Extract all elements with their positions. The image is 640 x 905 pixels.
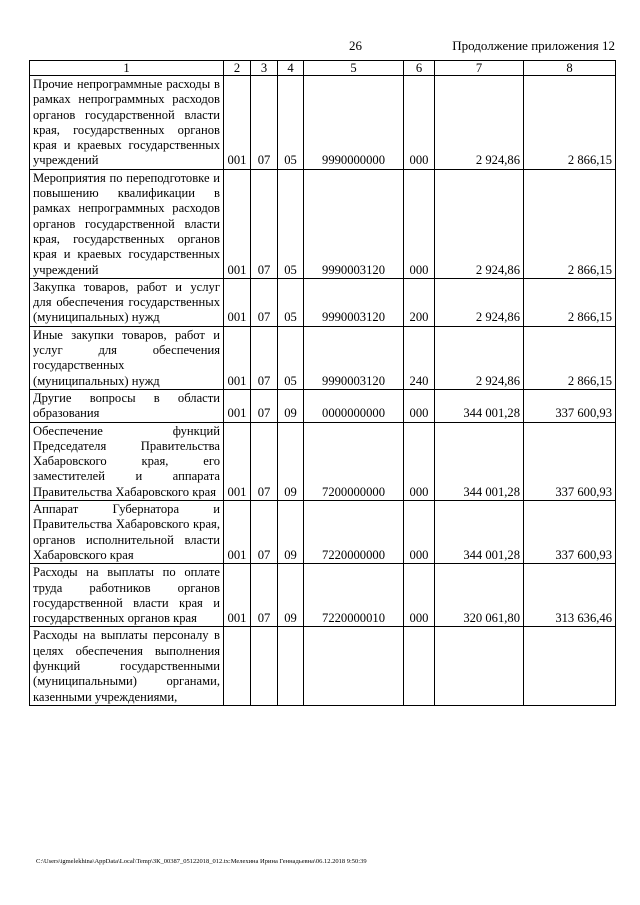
section-code: 07 [251, 169, 278, 278]
column-header: 2 [224, 61, 251, 76]
target-article-code: 7220000000 [304, 501, 404, 564]
subsection-code: 05 [278, 278, 304, 326]
expense-type-code: 000 [404, 169, 435, 278]
expense-type-code: 000 [404, 501, 435, 564]
ministry-code: 001 [224, 389, 251, 422]
amount-2019: 2 924,86 [435, 326, 524, 389]
file-path-footer: C:\Users\igmelekhina\AppData\Local\Temp\ЗК_00387_05122018_012.tx:Мелехина Ирина Геннадьевна\06.12.2018 9:50:39 [36, 858, 367, 865]
table-header-row [30, 61, 616, 76]
section-code: 07 [251, 422, 278, 500]
table-row [30, 501, 616, 564]
ministry-code: 001 [224, 422, 251, 500]
amount-2019: 344 001,28 [435, 422, 524, 500]
expense-type-code: 240 [404, 326, 435, 389]
amount-2020: 2 866,15 [524, 326, 616, 389]
subsection-code: 05 [278, 76, 304, 170]
expense-type-code: 000 [404, 422, 435, 500]
subsection-code: 09 [278, 501, 304, 564]
table-row [30, 326, 616, 389]
ministry-code [224, 627, 251, 705]
section-code: 07 [251, 326, 278, 389]
section-code: 07 [251, 501, 278, 564]
expense-type-code: 000 [404, 76, 435, 170]
table-row [30, 278, 616, 326]
section-code: 07 [251, 564, 278, 627]
row-description: Расходы на выплаты персоналу в целях обеспечения выполнения функций государственными (муниципальными) органами, казенными учреждениями, [30, 627, 224, 705]
column-header: 5 [304, 61, 404, 76]
target-article-code: 9990003120 [304, 326, 404, 389]
amount-2020: 2 866,15 [524, 76, 616, 170]
row-description: Аппарат Губернатора и Правительства Хабаровского края, органов исполнительной власти Хабаровского края [30, 501, 224, 564]
amount-2019 [435, 627, 524, 705]
target-article-code [304, 627, 404, 705]
amount-2019: 344 001,28 [435, 501, 524, 564]
expense-type-code [404, 627, 435, 705]
ministry-code: 001 [224, 501, 251, 564]
row-description: Прочие непрограммные расходы в рамках непрограммных расходов органов государственной власти края, государственных органов края и краевых государственных учреждений [30, 76, 224, 170]
amount-2019: 344 001,28 [435, 389, 524, 422]
column-header: 7 [435, 61, 524, 76]
amount-2020 [524, 627, 616, 705]
row-description: Расходы на выплаты по оплате труда работников органов государственной власти края и государственных органов края [30, 564, 224, 627]
continuation-title: Продолжение приложения 12 [452, 38, 615, 53]
amount-2020: 337 600,93 [524, 422, 616, 500]
column-header: 1 [30, 61, 224, 76]
amount-2019: 320 061,80 [435, 564, 524, 627]
amount-2020: 2 866,15 [524, 169, 616, 278]
table-row [30, 389, 616, 422]
budget-table [29, 60, 616, 706]
amount-2020: 2 866,15 [524, 278, 616, 326]
expense-type-code: 000 [404, 389, 435, 422]
subsection-code: 09 [278, 422, 304, 500]
row-description: Мероприятия по переподготовке и повышению квалификации в рамках непрограммных расходов органов государственной власти края, государственных органов края и краевых государственных учреждений [30, 169, 224, 278]
ministry-code: 001 [224, 564, 251, 627]
table-row [30, 169, 616, 278]
row-description: Иные закупки товаров, работ и услуг для обеспечения государственных (муниципальных) нужд [30, 326, 224, 389]
column-header: 3 [251, 61, 278, 76]
page-number: 26 [349, 38, 362, 53]
ministry-code: 001 [224, 169, 251, 278]
table-row [30, 76, 616, 170]
target-article-code: 7200000000 [304, 422, 404, 500]
target-article-code: 9990000000 [304, 76, 404, 170]
row-description: Другие вопросы в области образования [30, 389, 224, 422]
section-code: 07 [251, 389, 278, 422]
subsection-code: 09 [278, 564, 304, 627]
column-header: 8 [524, 61, 616, 76]
subsection-code: 09 [278, 389, 304, 422]
section-code [251, 627, 278, 705]
target-article-code: 9990003120 [304, 169, 404, 278]
amount-2020: 337 600,93 [524, 389, 616, 422]
section-code: 07 [251, 76, 278, 170]
target-article-code: 7220000010 [304, 564, 404, 627]
ministry-code: 001 [224, 326, 251, 389]
table-row [30, 627, 616, 705]
target-article-code: 0000000000 [304, 389, 404, 422]
expense-type-code: 200 [404, 278, 435, 326]
column-header: 4 [278, 61, 304, 76]
subsection-code: 05 [278, 169, 304, 278]
ministry-code: 001 [224, 278, 251, 326]
amount-2020: 313 636,46 [524, 564, 616, 627]
expense-type-code: 000 [404, 564, 435, 627]
row-description: Обеспечение функций Председателя Правительства Хабаровского края, его заместителей и аппарата Правительства Хабаровского края [30, 422, 224, 500]
column-header: 6 [404, 61, 435, 76]
ministry-code: 001 [224, 76, 251, 170]
row-description: Закупка товаров, работ и услуг для обеспечения государственных (муниципальных) нужд [30, 278, 224, 326]
amount-2019: 2 924,86 [435, 169, 524, 278]
subsection-code: 05 [278, 326, 304, 389]
subsection-code [278, 627, 304, 705]
amount-2019: 2 924,86 [435, 76, 524, 170]
table-row [30, 422, 616, 500]
target-article-code: 9990003120 [304, 278, 404, 326]
amount-2019: 2 924,86 [435, 278, 524, 326]
table-row [30, 564, 616, 627]
section-code: 07 [251, 278, 278, 326]
amount-2020: 337 600,93 [524, 501, 616, 564]
